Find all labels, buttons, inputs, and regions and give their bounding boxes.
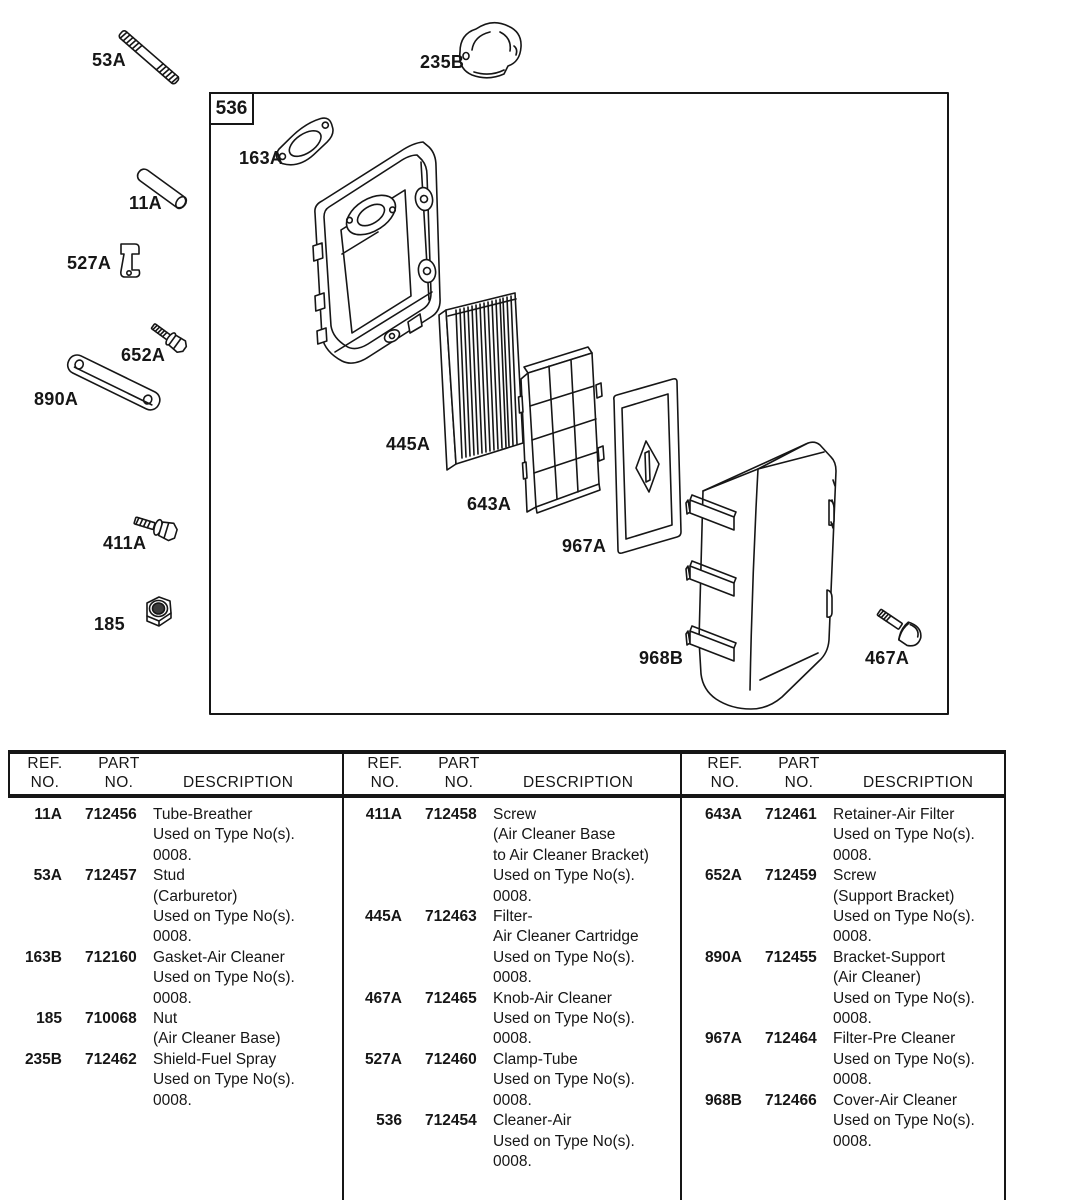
table-row-line: Used on Type No(s).: [833, 1112, 975, 1130]
table-row-line: Used on Type No(s).: [493, 1010, 635, 1028]
table-row-line: 0008.: [493, 1030, 532, 1048]
table-row-line: 0008.: [153, 989, 192, 1007]
table-row-line: Used on Type No(s).: [493, 867, 635, 885]
part-label-445a: 445A: [386, 434, 431, 454]
table-row-line: 235B 712462 Shield-Fuel Spray: [24, 1050, 277, 1068]
table-row-line: 527A 712460 Clamp-Tube: [364, 1050, 578, 1068]
table-row-line: (Air Cleaner Base: [493, 826, 616, 844]
nut-185-drawing: [147, 597, 171, 626]
part-label-652a: 652A: [121, 345, 166, 365]
table-column-2: [348, 805, 680, 1172]
stud-53a-drawing: [118, 30, 180, 85]
table-divider-2: [680, 750, 682, 1200]
header-ref-no: REF. NO.: [707, 755, 743, 791]
part-label-185: 185: [94, 614, 125, 634]
table-row-line: (Air Cleaner): [833, 969, 921, 987]
header-part-no: PART NO.: [438, 755, 480, 791]
header-description: DESCRIPTION: [863, 774, 974, 791]
filter-445a-drawing: [439, 293, 523, 470]
header-description: DESCRIPTION: [523, 774, 634, 791]
table-row-line: 0008.: [833, 928, 872, 946]
part-label-890a: 890A: [34, 389, 79, 409]
part-label-643a: 643A: [467, 494, 512, 514]
table-divider-1: [342, 750, 344, 1200]
table-top-rule: [8, 750, 1006, 754]
table-header-rule: [8, 794, 1006, 798]
table-row-line: 411A 712458 Screw: [365, 806, 537, 823]
knob-467a-drawing: [872, 604, 925, 649]
table-row-line: 445A 712463 Filter-: [364, 908, 533, 926]
table-row-line: 890A 712455 Bracket-Support: [704, 948, 945, 966]
part-label-163a: 163A: [239, 148, 284, 168]
table-row-line: 53A 712457 Stud: [33, 867, 185, 885]
table-row-line: Used on Type No(s).: [833, 1050, 975, 1068]
retainer-643a-drawing: [519, 347, 605, 513]
table-row-line: (Carburetor): [153, 887, 238, 905]
part-label-467a: 467A: [865, 648, 910, 668]
shield-235b-drawing: [460, 23, 521, 78]
table-row-line: Air Cleaner Cartridge: [493, 928, 639, 946]
table-header-col3: [688, 754, 973, 792]
table-row-line: 0008.: [493, 1091, 532, 1109]
table-row-line: Used on Type No(s).: [833, 989, 975, 1007]
table-row-line: Used on Type No(s).: [153, 908, 295, 926]
table-row-line: 0008.: [153, 846, 192, 864]
table-header-col2: [348, 754, 633, 792]
table-row-line: 0008.: [493, 1152, 532, 1170]
table-row-line: to Air Cleaner Bracket): [493, 846, 649, 864]
header-description: DESCRIPTION: [183, 774, 294, 791]
table-row-line: 967A 712464 Filter-Pre Cleaner: [704, 1030, 956, 1048]
cover-968b-drawing: [686, 442, 836, 709]
table-row-line: 163B 712160 Gasket-Air Cleaner: [24, 948, 285, 966]
table-column-1: [8, 805, 340, 1111]
table-header-col1: [8, 754, 293, 792]
table-row-line: 0008.: [833, 1132, 872, 1150]
table-row-line: Used on Type No(s).: [153, 1071, 295, 1089]
part-label-968b: 968B: [639, 648, 684, 668]
header-part-no: PART NO.: [778, 755, 820, 791]
table-row-line: 0008.: [833, 846, 872, 864]
table-row-line: Used on Type No(s).: [493, 1071, 635, 1089]
assembly-callout-536: [209, 92, 254, 125]
part-label-53a: 53A: [92, 50, 126, 70]
table-row-line: 0008.: [153, 1091, 192, 1109]
table-row-line: 0008.: [493, 969, 532, 987]
part-label-411a: 411A: [103, 533, 147, 553]
table-row-line: 968B 712466 Cover-Air Cleaner: [704, 1091, 958, 1109]
table-row-line: 185 710068 Nut: [36, 1010, 178, 1028]
table-row-line: 0008.: [833, 1010, 872, 1028]
precleaner-967a-drawing: [614, 379, 681, 553]
table-row-line: Used on Type No(s).: [153, 826, 295, 844]
table-row-line: 467A 712465 Knob-Air Cleaner: [364, 989, 612, 1007]
table-row-line: Used on Type No(s).: [833, 826, 975, 844]
assembly-callout-label: 536: [215, 97, 248, 119]
table-row-line: 536 712454 Cleaner-Air: [376, 1112, 572, 1130]
table-row-line: Used on Type No(s).: [493, 1132, 635, 1150]
part-label-11a: 11A: [129, 193, 162, 213]
table-column-3: [688, 805, 1020, 1152]
header-ref-no: REF. NO.: [27, 755, 63, 791]
table-row-line: Used on Type No(s).: [833, 908, 975, 926]
table-row-line: 652A 712459 Screw: [704, 867, 877, 885]
table-row-line: (Support Bracket): [833, 887, 955, 905]
table-row-line: 11A 712456 Tube-Breather: [34, 806, 253, 823]
part-label-235b: 235B: [420, 52, 465, 72]
clamp-527a-drawing: [121, 244, 140, 277]
table-row-line: 643A 712461 Retainer-Air Filter: [704, 806, 955, 823]
table-row-line: 0008.: [493, 887, 532, 905]
table-row-line: (Air Cleaner Base): [153, 1030, 281, 1048]
table-row-line: Used on Type No(s).: [493, 948, 635, 966]
table-row-line: Used on Type No(s).: [153, 969, 295, 987]
part-label-527a: 527A: [67, 253, 112, 273]
header-part-no: PART NO.: [98, 755, 140, 791]
air-cleaner-base-drawing: [313, 142, 440, 363]
table-row-line: 0008.: [153, 928, 192, 946]
header-ref-no: REF. NO.: [367, 755, 403, 791]
table-row-line: 0008.: [833, 1071, 872, 1089]
part-label-967a: 967A: [562, 536, 607, 556]
